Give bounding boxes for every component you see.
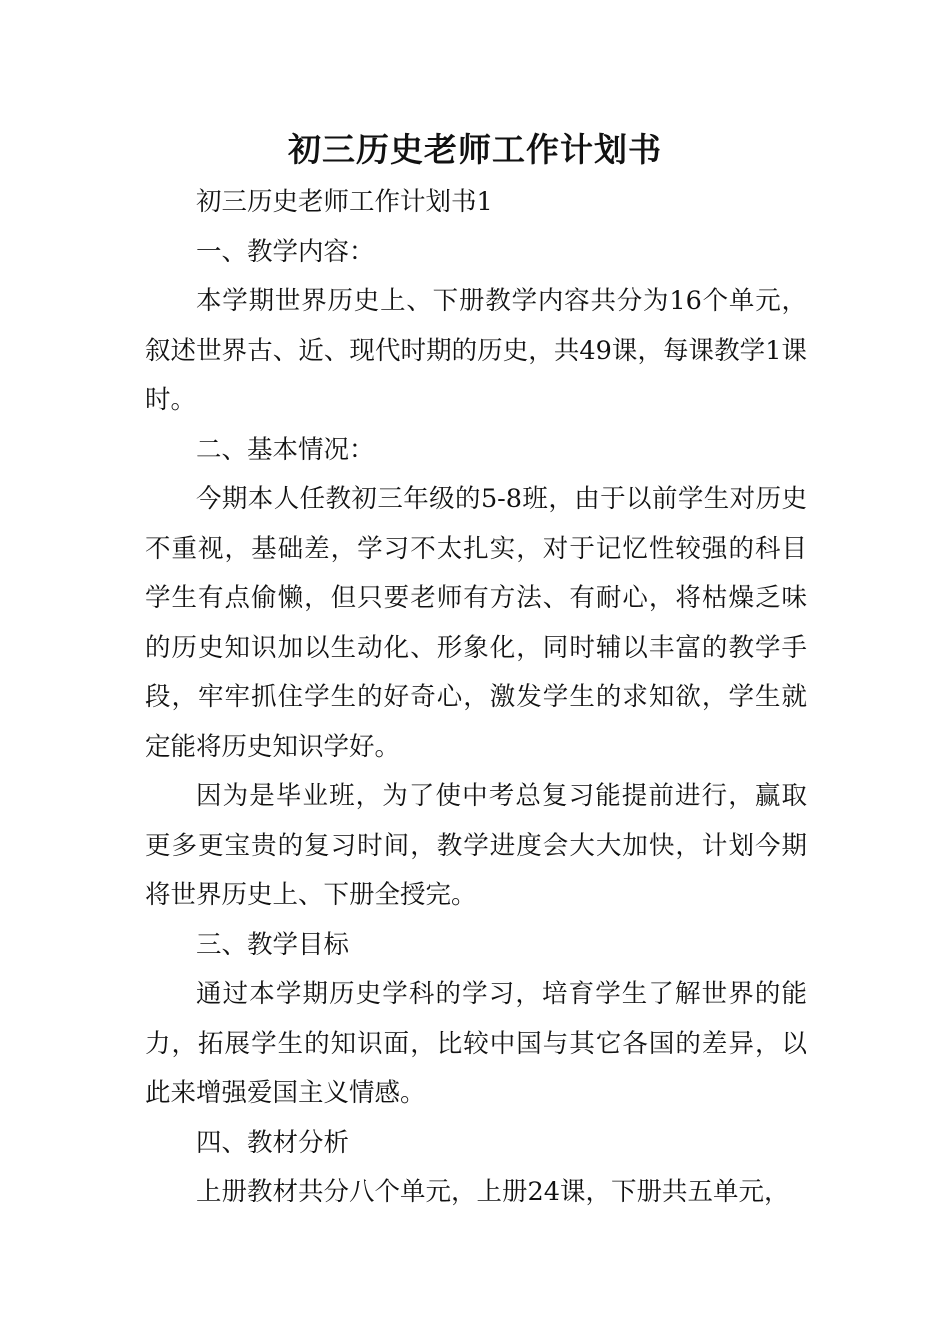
paragraph-teaching-goals: 通过本学期历史学科的学习，培育学生了解世界的能力，拓展学生的知识面，比较中国与其它各国的差异，以此来增强爱国主义情感。	[145, 979, 807, 1108]
document-title: 初三历史老师工作计划书	[288, 130, 662, 169]
section-heading-teaching-goals: 三、教学目标	[196, 929, 350, 960]
paragraph-graduating-class: 因为是毕业班，为了使中考总复习能提前进行，赢取更多更宝贵的复习时间，教学进度会大大加快，计划今期将世界历史上、下册全授完。	[145, 781, 807, 910]
document-body	[145, 178, 807, 1218]
section-heading-teaching-content: 一、教学内容：	[196, 236, 375, 267]
paragraph-textbook-analysis: 上册教材共分八个单元，上册24课，下册共五单元，	[196, 1177, 790, 1207]
paragraph-basic-situation: 今期本人任教初三年级的5-8班，由于以前学生对历史不重视，基础差，学习不太扎实，对于记忆性较强的科目学生有点偷懒，但只要老师有方法、有耐心，将枯燥乏味的历史知识加以生动化、形象化，同时辅以丰富的教学手段，牢牢抓住学生的好奇心，激发学生的求知欲，学生就定能将历史知识学好。	[145, 484, 807, 762]
paragraph-teaching-content: 本学期世界历史上、下册教学内容共分为16个单元，叙述世界古、近、现代时期的历史，共49课，每课教学1课时。	[145, 286, 807, 415]
section-heading-basic-situation: 二、基本情况：	[196, 434, 375, 465]
section-heading-textbook-analysis: 四、教材分析	[196, 1127, 350, 1158]
subtitle-paragraph: 初三历史老师工作计划书1	[196, 187, 493, 217]
